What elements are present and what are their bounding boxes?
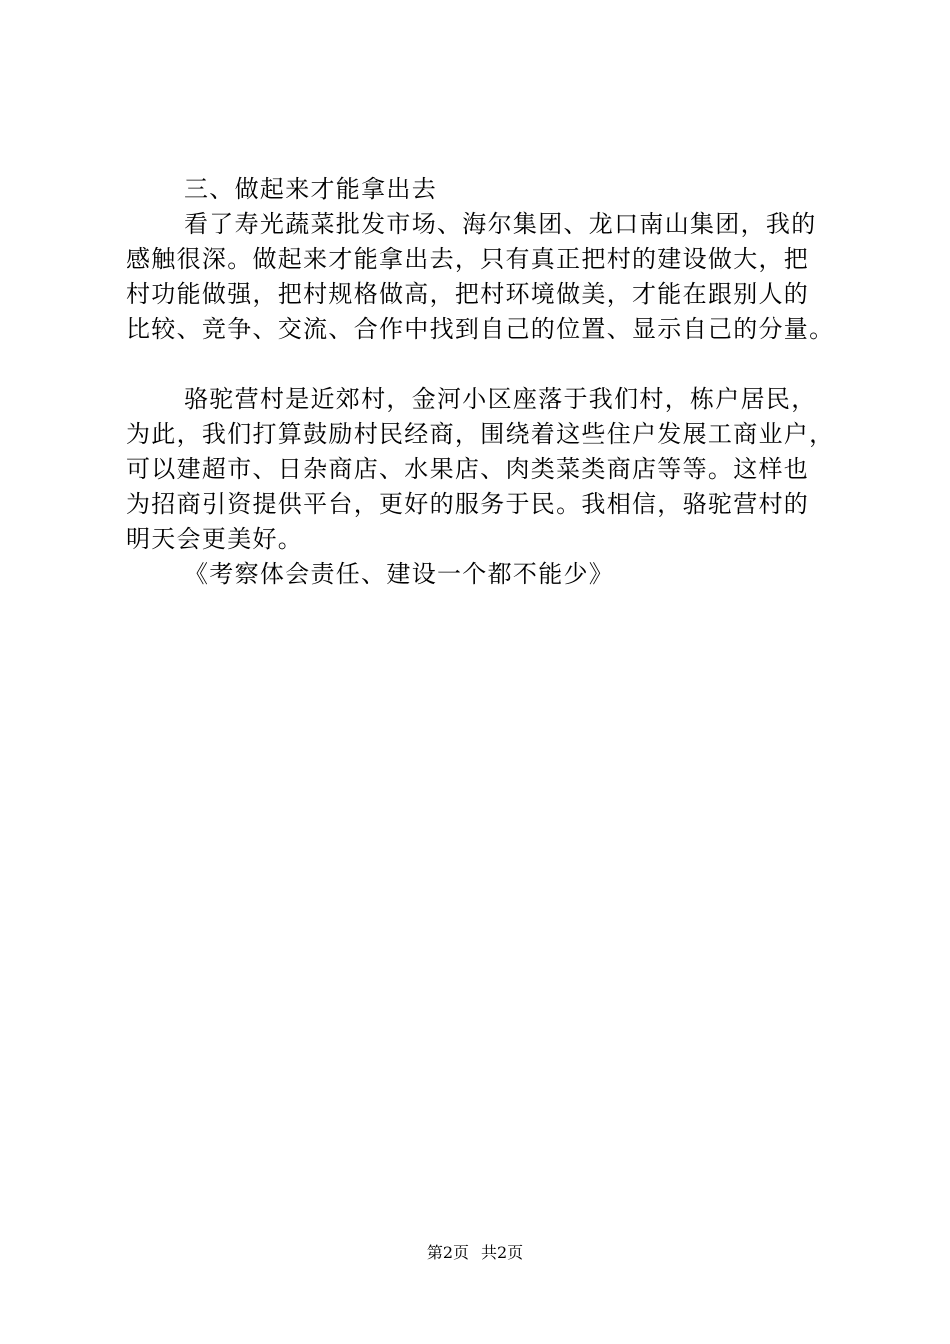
page-footer <box>0 1243 950 1263</box>
page-total: 共2页 <box>481 1243 524 1262</box>
paragraph1-line: 看了寿光蔬菜批发市场、海尔集团、龙口南山集团，我的 <box>184 210 817 238</box>
paragraph2-line: 可以建超市、日杂商店、水果店、肉类菜类商店等等。这样也 <box>126 455 810 483</box>
section-heading: 三、做起来才能拿出去 <box>184 175 437 203</box>
paragraph1-line: 比较、竞争、交流、合作中找到自己的位置、显示自己的分量。 <box>126 315 835 343</box>
paragraph1-line: 感触很深。做起来才能拿出去，只有真正把村的建设做大，把 <box>126 245 810 273</box>
paragraph1-line: 村功能做强，把村规格做高，把村环境做美，才能在跟别人的 <box>126 280 810 308</box>
document-body <box>126 172 846 592</box>
paragraph2-line: 为此，我们打算鼓励村民经商，围绕着这些住户发展工商业户， <box>126 420 835 448</box>
paragraph2-line: 为招商引资提供平台，更好的服务于民。我相信，骆驼营村的 <box>126 490 810 518</box>
page-number: 第2页 <box>426 1243 469 1262</box>
paragraph2-line: 明天会更美好。 <box>126 525 304 553</box>
document-title-line: 《考察体会责任、建设一个都不能少》 <box>184 560 615 588</box>
paragraph-spacer <box>126 347 846 382</box>
paragraph2-line: 骆驼营村是近郊村，金河小区座落于我们村，栋户居民， <box>184 385 817 413</box>
